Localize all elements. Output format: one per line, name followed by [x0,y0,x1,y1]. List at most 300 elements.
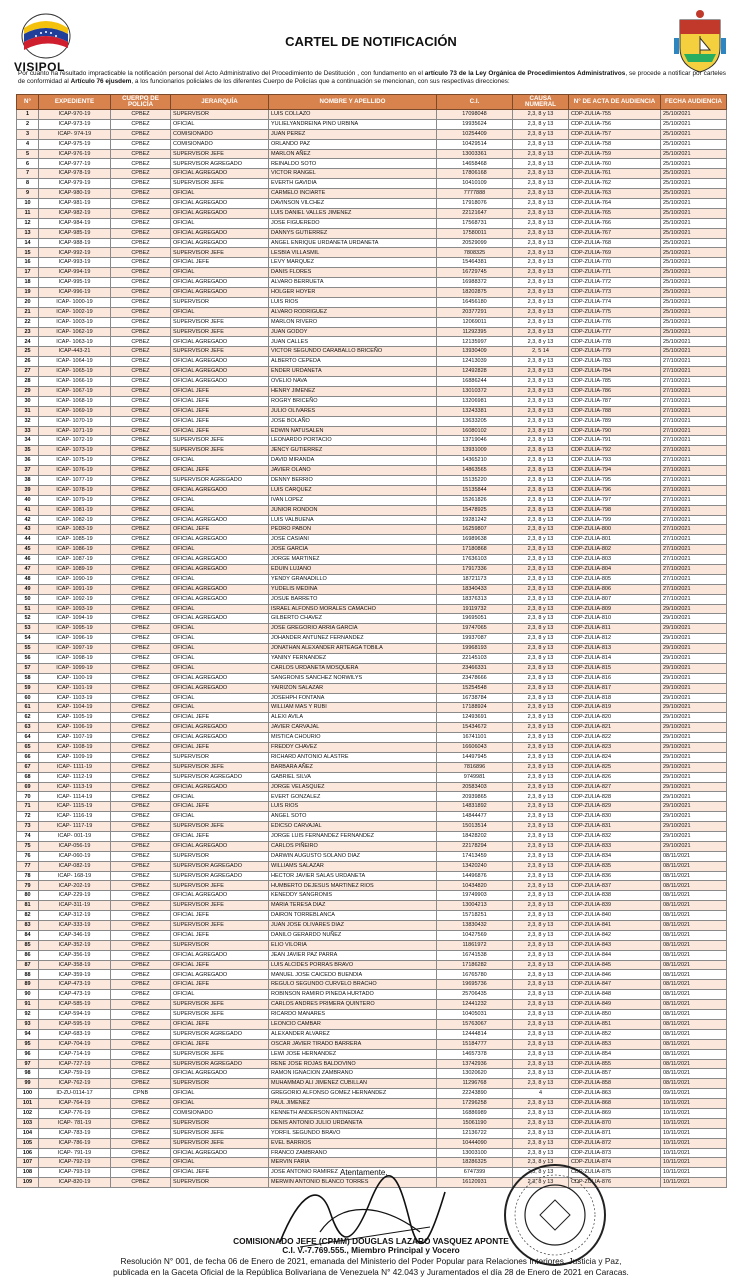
cell-expediente: ICAP-473-19 [39,980,111,990]
cell-number: 80 [17,891,39,901]
cell-causa: 2,3, 8 y 13 [513,841,569,851]
cell-nombre: JOSE FIGUEREDO [269,218,437,228]
cell-cuerpo: CPBEZ [111,822,171,832]
cell-nombre: EDWIN NATUSALEN [269,426,437,436]
cell-jerarquia: SUPERVISOR [171,851,269,861]
cell-fecha: 27/10/2021 [661,386,727,396]
cell-expediente: ICAP- 1075-19 [39,456,111,466]
cell-number: 92 [17,1010,39,1020]
cell-ci: 15061190 [437,1118,513,1128]
cell-jerarquia: SUPERVISOR JEFE [171,179,269,189]
table-row [17,940,727,950]
table-row [17,238,727,248]
cell-causa: 2,3, 8 y 13 [513,1019,569,1029]
cell-acta: CDP-ZULIA-835 [569,861,661,871]
cell-fecha: 25/10/2021 [661,169,727,179]
table-row [17,743,727,753]
cell-acta: CDP-ZULIA-775 [569,307,661,317]
table-header-row [17,95,727,110]
cell-number: 34 [17,436,39,446]
cell-acta: CDP-ZULIA-828 [569,792,661,802]
cell-expediente: ICAP- 1067-19 [39,386,111,396]
table-row [17,812,727,822]
cell-cuerpo: CPBEZ [111,703,171,713]
cell-causa: 2,3, 8 y 13 [513,604,569,614]
table-row [17,930,727,940]
cell-fecha: 25/10/2021 [661,248,727,258]
cell-number: 89 [17,980,39,990]
cell-jerarquia: OFICIAL AGREGADO [171,367,269,377]
cell-causa: 2,3, 8 y 13 [513,406,569,416]
cell-nombre: JAVIER CARVAJAL [269,723,437,733]
cell-nombre: REINALDO SOTO [269,159,437,169]
table-row [17,436,727,446]
cell-cuerpo: CPBEZ [111,980,171,990]
cell-fecha: 08/11/2021 [661,970,727,980]
cell-nombre: PEDRO PABON [269,525,437,535]
cell-jerarquia: OFICIAL [171,604,269,614]
table-row [17,762,727,772]
cell-acta: CDP-ZULIA-788 [569,406,661,416]
cell-nombre: DARWIN AUGUSTO SOLANO DIAZ [269,851,437,861]
cell-expediente: ICAP-792-19 [39,1158,111,1168]
cell-number: 5 [17,149,39,159]
cell-fecha: 29/10/2021 [661,703,727,713]
cell-ci: 15478925 [437,505,513,515]
cell-ci: 19695051 [437,614,513,624]
cell-ci: 10405031 [437,1010,513,1020]
cell-number: 71 [17,802,39,812]
cell-ci: 16080102 [437,426,513,436]
cell-nombre: RAMON IGNACION ZAMBRANO [269,1069,437,1079]
cell-jerarquia: OFICIAL [171,495,269,505]
cell-jerarquia: OFICIAL AGREGADO [171,208,269,218]
cell-fecha: 25/10/2021 [661,110,727,120]
cell-ci: 14497945 [437,752,513,762]
cell-fecha: 10/11/2021 [661,1168,727,1178]
cell-causa: 2,3, 8 y 13 [513,456,569,466]
col-header-nombre: NOMBRE Y APELLIDO [269,95,437,110]
cell-expediente: ICAP- 1071-19 [39,426,111,436]
cell-causa: 2,3, 8 y 13 [513,110,569,120]
cell-expediente: ICAP- 1107-19 [39,733,111,743]
cell-acta: CDP-ZULIA-857 [569,1069,661,1079]
cell-ci: 23466331 [437,663,513,673]
cell-number: 100 [17,1089,39,1099]
cell-nombre: RICARDO MANARES [269,1010,437,1020]
cell-number: 22 [17,317,39,327]
table-row [17,1029,727,1039]
cell-fecha: 29/10/2021 [661,713,727,723]
cell-ci: 19119732 [437,604,513,614]
cell-jerarquia: OFICIAL JEFE [171,466,269,476]
cell-acta: CDP-ZULIA-829 [569,802,661,812]
cell-acta: CDP-ZULIA-850 [569,1010,661,1020]
cell-jerarquia: SUPERVISOR JEFE [171,1010,269,1020]
cell-nombre: LUIS RIOS [269,297,437,307]
table-row [17,1000,727,1010]
cell-ci: 15434672 [437,723,513,733]
cell-expediente: ICAP-995-19 [39,278,111,288]
cell-number: 73 [17,822,39,832]
cell-causa: 2,3, 8 y 13 [513,466,569,476]
cell-causa: 2,3, 8 y 13 [513,1039,569,1049]
cell-fecha: 08/11/2021 [661,1079,727,1089]
cell-jerarquia: SUPERVISOR JEFE [171,327,269,337]
cell-causa: 2,3, 8 y 13 [513,1059,569,1069]
cell-nombre: DANIS FLORES [269,268,437,278]
cell-expediente: ICAP- 1063-19 [39,337,111,347]
cell-cuerpo: CPBEZ [111,485,171,495]
cell-fecha: 25/10/2021 [661,278,727,288]
cell-causa: 2,3, 8 y 13 [513,545,569,555]
cell-causa: 2,3, 8 y 13 [513,930,569,940]
cell-cuerpo: CPBEZ [111,535,171,545]
cell-fecha: 27/10/2021 [661,406,727,416]
cell-jerarquia: SUPERVISOR [171,297,269,307]
cell-acta: CDP-ZULIA-836 [569,871,661,881]
cell-acta: CDP-ZULIA-842 [569,930,661,940]
cell-causa: 2,3, 8 y 13 [513,228,569,238]
cell-ci: 22121647 [437,208,513,218]
cell-causa: 2,3, 8 y 13 [513,1029,569,1039]
cell-jerarquia: SUPERVISOR JEFE [171,436,269,446]
cell-jerarquia: OFICIAL [171,653,269,663]
cell-nombre: GILBERTO CHAVEZ [269,614,437,624]
cell-nombre: GABRIEL SILVA [269,772,437,782]
cell-cuerpo: CPBEZ [111,416,171,426]
cell-number: 52 [17,614,39,624]
cell-causa: 2,3, 8 y 13 [513,119,569,129]
cell-nombre: CARLOS ANDRES PRIMERA QUINTERO [269,1000,437,1010]
cell-acta: CDP-ZULIA-802 [569,545,661,555]
cell-cuerpo: CPBEZ [111,762,171,772]
cell-acta: CDP-ZULIA-834 [569,851,661,861]
cell-fecha: 08/11/2021 [661,1069,727,1079]
cell-number: 58 [17,673,39,683]
cell-nombre: YORFIL SEGUNDO BRAVO [269,1128,437,1138]
cell-cuerpo: CPBEZ [111,110,171,120]
table-row [17,871,727,881]
cell-nombre: JORGE LUIS FERNANDEZ FERNANDEZ [269,832,437,842]
cell-causa: 2,3, 8 y 13 [513,940,569,950]
cell-expediente: ICAP-714-19 [39,1049,111,1059]
cell-causa: 2,3, 8 y 13 [513,1178,569,1188]
cell-number: 107 [17,1158,39,1168]
cell-ci: 14658468 [437,159,513,169]
table-row [17,327,727,337]
cell-acta: CDP-ZULIA-796 [569,485,661,495]
cell-expediente: ICAP- 1116-19 [39,812,111,822]
cell-acta: CDP-ZULIA-787 [569,396,661,406]
cell-jerarquia: OFICIAL [171,307,269,317]
cell-causa: 2,3, 8 y 13 [513,713,569,723]
cell-cuerpo: CPBEZ [111,475,171,485]
cell-fecha: 08/11/2021 [661,1049,727,1059]
cell-jerarquia: OFICIAL JEFE [171,713,269,723]
cell-ci: 16989638 [437,535,513,545]
cell-ci: 10427569 [437,930,513,940]
cell-acta: CDP-ZULIA-784 [569,367,661,377]
table-row [17,139,727,149]
cell-ci: 17918076 [437,199,513,209]
cell-ci: 15013514 [437,822,513,832]
cell-ci: 18428202 [437,832,513,842]
cell-ci: 10434820 [437,881,513,891]
cell-jerarquia: OFICIAL JEFE [171,980,269,990]
cell-causa: 2,3, 8 y 13 [513,268,569,278]
cell-cuerpo: CPBEZ [111,950,171,960]
cell-ci: 17636103 [437,555,513,565]
cell-expediente: ICAP-473-19 [39,990,111,1000]
table-row [17,525,727,535]
cell-fecha: 25/10/2021 [661,238,727,248]
cell-causa: 2,3, 8 y 13 [513,278,569,288]
cell-cuerpo: CPBEZ [111,317,171,327]
table-row [17,733,727,743]
cell-acta: CDP-ZULIA-797 [569,495,661,505]
table-row [17,129,727,139]
cell-number: 105 [17,1138,39,1148]
cell-fecha: 29/10/2021 [661,802,727,812]
cell-nombre: ALEXANDER ALVAREZ [269,1029,437,1039]
cell-expediente: ICAP- 1073-19 [39,446,111,456]
cell-nombre: PAUL JIMENEZ [269,1099,437,1109]
cell-causa: 2,3, 8 y 13 [513,1148,569,1158]
cell-ci: 16741538 [437,950,513,960]
cell-ci: 10429514 [437,139,513,149]
cell-ci: 13243381 [437,406,513,416]
cell-nombre: ANGEL ENRIQUE URDANETA URDANETA [269,238,437,248]
cell-acta: CDP-ZULIA-774 [569,297,661,307]
cell-cuerpo: CPBEZ [111,752,171,762]
cell-cuerpo: CPBEZ [111,1128,171,1138]
cell-ci: 12492828 [437,367,513,377]
cell-jerarquia: SUPERVISOR [171,1178,269,1188]
cell-expediente: ICAP-229-19 [39,891,111,901]
cell-acta: CDP-ZULIA-821 [569,723,661,733]
cell-fecha: 29/10/2021 [661,604,727,614]
cell-fecha: 29/10/2021 [661,683,727,693]
cell-fecha: 08/11/2021 [661,881,727,891]
table-row [17,792,727,802]
cell-nombre: IVAN LOPEZ [269,495,437,505]
cell-number: 77 [17,861,39,871]
cell-expediente: ICAP-060-19 [39,851,111,861]
cell-expediente: ICAP-978-19 [39,169,111,179]
cell-jerarquia: OFICIAL AGREGADO [171,584,269,594]
cell-nombre: MARIA TERESA DIAZ [269,901,437,911]
cell-number: 60 [17,693,39,703]
cell-jerarquia: OFICIAL AGREGADO [171,594,269,604]
cell-acta: CDP-ZULIA-824 [569,752,661,762]
cell-acta: CDP-ZULIA-806 [569,584,661,594]
cell-fecha: 25/10/2021 [661,347,727,357]
cell-nombre: DAVID MIRANDA [269,456,437,466]
cell-causa: 2,3, 8 y 13 [513,317,569,327]
cell-number: 11 [17,208,39,218]
cell-number: 83 [17,921,39,931]
cell-nombre: EVERT GONZALEZ [269,792,437,802]
cell-jerarquia: OFICIAL [171,644,269,654]
cell-expediente: ICAP-202-19 [39,881,111,891]
cell-nombre: LEVY MARQUEZ [269,258,437,268]
cell-nombre: JOSUE BARRETO [269,594,437,604]
cell-jerarquia: OFICIAL AGREGADO [171,555,269,565]
table-row [17,851,727,861]
cell-expediente: ICAP-443-21 [39,347,111,357]
cell-ci: 17098048 [437,110,513,120]
cell-number: 99 [17,1079,39,1089]
cell-fecha: 25/10/2021 [661,159,727,169]
document-title: CARTEL DE NOTIFICACIÓN [285,34,457,49]
cell-acta: CDP-ZULIA-870 [569,1118,661,1128]
col-header-cuerpo: CUERPO DE POLICÍA [111,95,171,110]
cell-causa: 2,3, 8 y 13 [513,169,569,179]
cell-cuerpo: CPBEZ [111,1019,171,1029]
cell-acta: CDP-ZULIA-874 [569,1158,661,1168]
cell-cuerpo: CPBEZ [111,614,171,624]
cell-fecha: 27/10/2021 [661,594,727,604]
cell-expediente: ICAP- 1101-19 [39,683,111,693]
cell-fecha: 27/10/2021 [661,535,727,545]
cell-expediente: ICAP-977-19 [39,159,111,169]
cell-fecha: 27/10/2021 [661,367,727,377]
cell-number: 37 [17,466,39,476]
cell-causa: 2,3, 8 y 13 [513,446,569,456]
table-row [17,297,727,307]
cell-nombre: JORGE MARTINEZ [269,555,437,565]
cell-causa: 2,3, 8 y 13 [513,802,569,812]
table-row [17,179,727,189]
cell-acta: CDP-ZULIA-804 [569,564,661,574]
cell-acta: CDP-ZULIA-876 [569,1178,661,1188]
cell-expediente: ICAP-980-19 [39,189,111,199]
table-row [17,258,727,268]
table-row [17,901,727,911]
cell-fecha: 08/11/2021 [661,861,727,871]
cell-nombre: JUAN GODOY [269,327,437,337]
cell-number: 85 [17,940,39,950]
cell-expediente: ICAP- 1094-19 [39,614,111,624]
cell-number: 64 [17,733,39,743]
cell-jerarquia: OFICIAL AGREGADO [171,891,269,901]
cell-nombre: ALVARO RODRIGUEZ [269,307,437,317]
cell-causa: 2,3, 8 y 13 [513,683,569,693]
cell-number: 38 [17,475,39,485]
cell-cuerpo: CPBEZ [111,307,171,317]
cell-number: 16 [17,258,39,268]
cell-ci: 18340433 [437,584,513,594]
cell-causa: 2,3, 8 y 13 [513,475,569,485]
cell-acta: CDP-ZULIA-831 [569,822,661,832]
cell-causa: 2,3, 8 y 13 [513,584,569,594]
cell-nombre: MERVIN FARIA [269,1158,437,1168]
cell-number: 28 [17,377,39,387]
cell-acta: CDP-ZULIA-790 [569,426,661,436]
cell-causa: 2,3, 8 y 13 [513,564,569,574]
cell-nombre: JUAN JOSE OLIVARES DIAZ [269,921,437,931]
cell-acta: CDP-ZULIA-805 [569,574,661,584]
cell-acta: CDP-ZULIA-764 [569,199,661,209]
cell-fecha: 09/11/2021 [661,1089,727,1099]
table-row [17,1138,727,1148]
commissioner-name: COMISIONADO JEFE (CPMM) DOUGLAS LAZARO VASQUEZ APONTE [233,1236,509,1246]
cell-causa: 2,3, 8 y 13 [513,653,569,663]
cell-cuerpo: CPBEZ [111,189,171,199]
cell-fecha: 29/10/2021 [661,644,727,654]
cell-fecha: 08/11/2021 [661,921,727,931]
cell-number: 26 [17,357,39,367]
cell-nombre: JOSE GARCIA [269,545,437,555]
cell-fecha: 27/10/2021 [661,416,727,426]
table-row [17,703,727,713]
cell-number: 40 [17,495,39,505]
cell-cuerpo: CPBEZ [111,644,171,654]
cell-cuerpo: CPBEZ [111,218,171,228]
cell-nombre: JOSE BOLAÑO [269,416,437,426]
cell-jerarquia: OFICIAL AGREGADO [171,199,269,209]
cell-number: 35 [17,446,39,456]
cell-acta: CDP-ZULIA-822 [569,733,661,743]
cell-acta: CDP-ZULIA-847 [569,980,661,990]
cell-number: 32 [17,416,39,426]
cell-nombre: JULIO OLIVARES [269,406,437,416]
cell-fecha: 27/10/2021 [661,574,727,584]
cell-acta: CDP-ZULIA-854 [569,1049,661,1059]
cell-fecha: 08/11/2021 [661,871,727,881]
cell-cuerpo: CPBEZ [111,1039,171,1049]
cell-expediente: ICAP- 1114-19 [39,792,111,802]
cell-fecha: 08/11/2021 [661,1010,727,1020]
col-header-expediente: EXPEDIENTE [39,95,111,110]
cell-acta: CDP-ZULIA-755 [569,110,661,120]
cell-nombre: RENE JOSE ROJAS BALDOVINO [269,1059,437,1069]
cell-ci: 22178294 [437,841,513,851]
cell-cuerpo: CPBEZ [111,248,171,258]
cell-fecha: 10/11/2021 [661,1099,727,1109]
cell-jerarquia: OFICIAL AGREGADO [171,950,269,960]
cell-number: 109 [17,1178,39,1188]
cell-cuerpo: CPBEZ [111,990,171,1000]
cell-expediente: ICAP- 1078-19 [39,485,111,495]
cell-cuerpo: CPBEZ [111,1148,171,1158]
cell-acta: CDP-ZULIA-777 [569,327,661,337]
table-row [17,446,727,456]
cell-causa: 2,3, 8 y 13 [513,861,569,871]
cell-expediente: ICAP-312-19 [39,911,111,921]
cell-number: 2 [17,119,39,129]
cell-ci: 13420240 [437,861,513,871]
cell-acta: CDP-ZULIA-840 [569,911,661,921]
cell-cuerpo: CPBEZ [111,1118,171,1128]
cell-ci: 19695736 [437,980,513,990]
cell-jerarquia: OFICIAL [171,119,269,129]
table-row [17,159,727,169]
table-row [17,1108,727,1118]
cell-ci: 12069011 [437,317,513,327]
cell-number: 76 [17,851,39,861]
cell-jerarquia: OFICIAL [171,218,269,228]
cell-cuerpo: CPBEZ [111,574,171,584]
cell-number: 3 [17,129,39,139]
cell-number: 12 [17,218,39,228]
commissioner-ci: C.I. V.-7.769.555., Miembro Principal y Vocero [282,1245,460,1255]
cell-ci: 16765780 [437,970,513,980]
cell-jerarquia: SUPERVISOR JEFE [171,1000,269,1010]
table-row [17,386,727,396]
cell-fecha: 29/10/2021 [661,733,727,743]
